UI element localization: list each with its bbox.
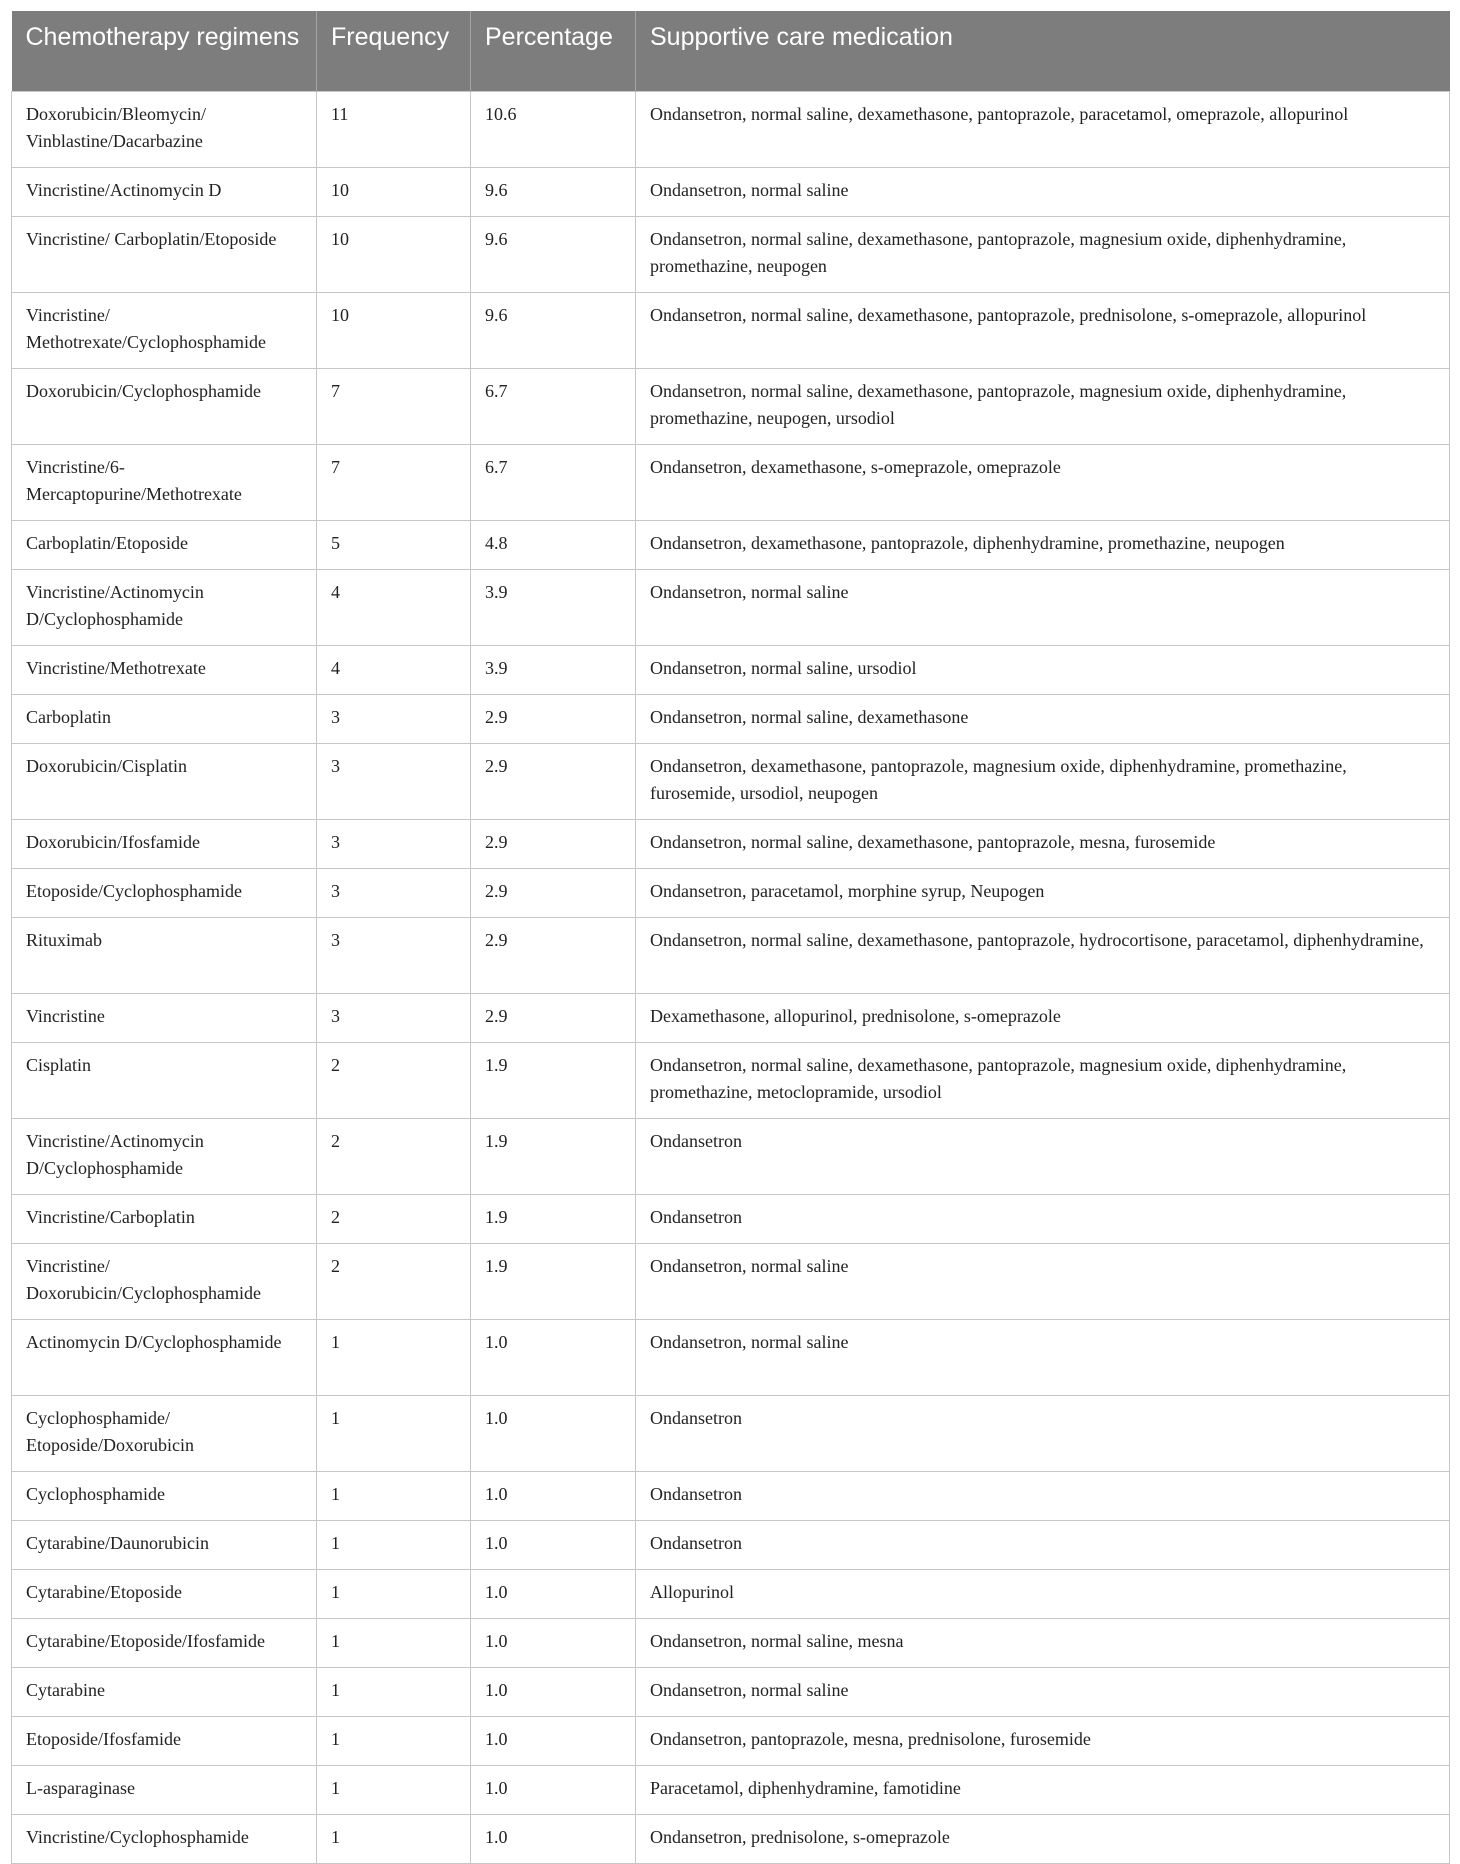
cell-percentage: 6.7 — [471, 369, 636, 445]
cell-regimen: Carboplatin/Etoposide — [12, 521, 317, 570]
cell-medication: Ondansetron, normal saline — [636, 570, 1450, 646]
cell-frequency: 3 — [317, 918, 471, 994]
cell-percentage: 4.8 — [471, 521, 636, 570]
cell-medication: Paracetamol, diphenhydramine, famotidine — [636, 1766, 1450, 1815]
table-row — [12, 1521, 1450, 1570]
cell-percentage: 2.9 — [471, 820, 636, 869]
cell-regimen: Doxorubicin/Ifosfamide — [12, 820, 317, 869]
table-row — [12, 1043, 1450, 1119]
cell-medication: Ondansetron — [636, 1521, 1450, 1570]
cell-percentage: 2.9 — [471, 994, 636, 1043]
cell-regimen: Vincristine — [12, 994, 317, 1043]
cell-medication: Ondansetron, dexamethasone, pantoprazole, diphenhydramine, promethazine, neupogen — [636, 521, 1450, 570]
cell-regimen: Cytarabine — [12, 1668, 317, 1717]
cell-percentage: 2.9 — [471, 695, 636, 744]
table-row — [12, 1244, 1450, 1320]
table-row — [12, 92, 1450, 168]
cell-percentage: 1.0 — [471, 1619, 636, 1668]
cell-medication: Ondansetron — [636, 1195, 1450, 1244]
cell-percentage: 1.9 — [471, 1119, 636, 1195]
cell-percentage: 9.6 — [471, 168, 636, 217]
cell-regimen: Vincristine/ Doxorubicin/Cyclophosphamide — [12, 1244, 317, 1320]
cell-frequency: 1 — [317, 1521, 471, 1570]
table-row — [12, 820, 1450, 869]
cell-percentage: 2.9 — [471, 744, 636, 820]
cell-regimen: Doxorubicin/Bleomycin/ Vinblastine/Dacarbazine — [12, 92, 317, 168]
cell-regimen: Doxorubicin/Cyclophosphamide — [12, 369, 317, 445]
table-row — [12, 695, 1450, 744]
table-row — [12, 646, 1450, 695]
cell-medication: Ondansetron, normal saline, dexamethasone, pantoprazole, prednisolone, s-omeprazole, allopurinol — [636, 293, 1450, 369]
cell-regimen: Vincristine/Cyclophosphamide — [12, 1815, 317, 1864]
cell-frequency: 1 — [317, 1815, 471, 1864]
cell-medication: Ondansetron, normal saline — [636, 1320, 1450, 1396]
cell-medication: Ondansetron, normal saline, ursodiol — [636, 646, 1450, 695]
cell-regimen: Cyclophosphamide/ Etoposide/Doxorubicin — [12, 1396, 317, 1472]
cell-medication: Ondansetron, dexamethasone, s-omeprazole, omeprazole — [636, 445, 1450, 521]
cell-frequency: 3 — [317, 744, 471, 820]
cell-medication: Ondansetron, normal saline, dexamethasone — [636, 695, 1450, 744]
cell-frequency: 5 — [317, 521, 471, 570]
cell-percentage: 1.0 — [471, 1668, 636, 1717]
table-row — [12, 217, 1450, 293]
cell-frequency: 10 — [317, 168, 471, 217]
cell-medication: Ondansetron, pantoprazole, mesna, prednisolone, furosemide — [636, 1717, 1450, 1766]
table-row — [12, 570, 1450, 646]
cell-percentage: 1.0 — [471, 1320, 636, 1396]
cell-frequency: 7 — [317, 369, 471, 445]
cell-regimen: Cisplatin — [12, 1043, 317, 1119]
cell-frequency: 2 — [317, 1195, 471, 1244]
cell-percentage: 1.0 — [471, 1521, 636, 1570]
cell-medication: Ondansetron, normal saline — [636, 1244, 1450, 1320]
cell-medication: Ondansetron, normal saline, dexamethasone, pantoprazole, magnesium oxide, diphenhydramine, promethazine, metoclopramide, ursodiol — [636, 1043, 1450, 1119]
cell-percentage: 1.0 — [471, 1570, 636, 1619]
cell-frequency: 2 — [317, 1119, 471, 1195]
cell-regimen: Vincristine/Methotrexate — [12, 646, 317, 695]
cell-medication: Ondansetron, normal saline — [636, 1668, 1450, 1717]
cell-medication: Ondansetron, normal saline, dexamethasone, pantoprazole, paracetamol, omeprazole, allopurinol — [636, 92, 1450, 168]
cell-medication: Allopurinol — [636, 1570, 1450, 1619]
cell-regimen: Cytarabine/Daunorubicin — [12, 1521, 317, 1570]
cell-frequency: 7 — [317, 445, 471, 521]
cell-frequency: 3 — [317, 820, 471, 869]
cell-medication: Ondansetron, normal saline, dexamethasone, pantoprazole, magnesium oxide, diphenhydramine, promethazine, neupogen, ursodiol — [636, 369, 1450, 445]
cell-medication: Ondansetron, normal saline, dexamethasone, pantoprazole, hydrocortisone, paracetamol, diphenhydramine, — [636, 918, 1450, 994]
chemotherapy-regimens-table — [11, 11, 1450, 1864]
table-header-row — [12, 11, 1450, 92]
cell-regimen: Carboplatin — [12, 695, 317, 744]
table-row — [12, 168, 1450, 217]
cell-percentage: 1.0 — [471, 1717, 636, 1766]
table-row — [12, 521, 1450, 570]
cell-frequency: 1 — [317, 1396, 471, 1472]
cell-medication: Ondansetron — [636, 1472, 1450, 1521]
table-row — [12, 918, 1450, 994]
cell-frequency: 2 — [317, 1244, 471, 1320]
cell-regimen: Rituximab — [12, 918, 317, 994]
cell-medication: Ondansetron — [636, 1119, 1450, 1195]
cell-medication: Ondansetron, dexamethasone, pantoprazole, magnesium oxide, diphenhydramine, promethazine, furosemide, ursodiol, neupogen — [636, 744, 1450, 820]
cell-percentage: 1.9 — [471, 1043, 636, 1119]
cell-regimen: Vincristine/Actinomycin D — [12, 168, 317, 217]
table-row — [12, 369, 1450, 445]
cell-percentage: 1.0 — [471, 1815, 636, 1864]
cell-frequency: 1 — [317, 1570, 471, 1619]
cell-regimen: Etoposide/Ifosfamide — [12, 1717, 317, 1766]
table-row — [12, 1766, 1450, 1815]
cell-frequency: 1 — [317, 1472, 471, 1521]
cell-medication: Ondansetron, paracetamol, morphine syrup, Neupogen — [636, 869, 1450, 918]
header-regimen: Chemotherapy regimens — [12, 11, 317, 92]
cell-regimen: Vincristine/6-Mercaptopurine/Methotrexate — [12, 445, 317, 521]
cell-frequency: 1 — [317, 1717, 471, 1766]
cell-medication: Ondansetron, normal saline — [636, 168, 1450, 217]
table-row — [12, 1320, 1450, 1396]
cell-percentage: 3.9 — [471, 646, 636, 695]
cell-frequency: 2 — [317, 1043, 471, 1119]
cell-percentage: 3.9 — [471, 570, 636, 646]
cell-medication: Ondansetron — [636, 1396, 1450, 1472]
cell-frequency: 10 — [317, 293, 471, 369]
cell-frequency: 1 — [317, 1619, 471, 1668]
table-row — [12, 744, 1450, 820]
cell-regimen: Vincristine/Actinomycin D/Cyclophosphamide — [12, 1119, 317, 1195]
cell-regimen: Vincristine/ Methotrexate/Cyclophosphamide — [12, 293, 317, 369]
cell-percentage: 9.6 — [471, 293, 636, 369]
cell-regimen: Etoposide/Cyclophosphamide — [12, 869, 317, 918]
table-row — [12, 869, 1450, 918]
cell-frequency: 3 — [317, 869, 471, 918]
cell-regimen: Vincristine/Carboplatin — [12, 1195, 317, 1244]
table-row — [12, 994, 1450, 1043]
table-row — [12, 1570, 1450, 1619]
table-row — [12, 1472, 1450, 1521]
cell-frequency: 1 — [317, 1668, 471, 1717]
cell-percentage: 1.0 — [471, 1472, 636, 1521]
cell-medication: Ondansetron, normal saline, dexamethasone, pantoprazole, magnesium oxide, diphenhydramine, promethazine, neupogen — [636, 217, 1450, 293]
table-row — [12, 445, 1450, 521]
cell-percentage: 10.6 — [471, 92, 636, 168]
cell-regimen: Vincristine/Actinomycin D/Cyclophosphamide — [12, 570, 317, 646]
cell-percentage: 1.0 — [471, 1766, 636, 1815]
table-row — [12, 1396, 1450, 1472]
cell-frequency: 3 — [317, 695, 471, 744]
header-medication: Supportive care medication — [636, 11, 1450, 92]
chemotherapy-table-container — [11, 11, 1449, 1864]
cell-regimen: Cytarabine/Etoposide — [12, 1570, 317, 1619]
cell-frequency: 1 — [317, 1320, 471, 1396]
cell-medication: Ondansetron, prednisolone, s-omeprazole — [636, 1815, 1450, 1864]
cell-percentage: 2.9 — [471, 918, 636, 994]
cell-medication: Dexamethasone, allopurinol, prednisolone, s-omeprazole — [636, 994, 1450, 1043]
cell-percentage: 9.6 — [471, 217, 636, 293]
table-row — [12, 1668, 1450, 1717]
cell-regimen: Actinomycin D/Cyclophosphamide — [12, 1320, 317, 1396]
cell-frequency: 10 — [317, 217, 471, 293]
cell-regimen: Doxorubicin/Cisplatin — [12, 744, 317, 820]
cell-medication: Ondansetron, normal saline, dexamethasone, pantoprazole, mesna, furosemide — [636, 820, 1450, 869]
cell-percentage: 1.9 — [471, 1195, 636, 1244]
cell-percentage: 6.7 — [471, 445, 636, 521]
header-frequency: Frequency — [317, 11, 471, 92]
table-row — [12, 1619, 1450, 1668]
cell-frequency: 4 — [317, 570, 471, 646]
cell-medication: Ondansetron, normal saline, mesna — [636, 1619, 1450, 1668]
table-row — [12, 1119, 1450, 1195]
cell-percentage: 2.9 — [471, 869, 636, 918]
table-row — [12, 293, 1450, 369]
header-percentage: Percentage — [471, 11, 636, 92]
table-row — [12, 1815, 1450, 1864]
table-row — [12, 1717, 1450, 1766]
cell-regimen: Vincristine/ Carboplatin/Etoposide — [12, 217, 317, 293]
table-row — [12, 1195, 1450, 1244]
cell-regimen: L-asparaginase — [12, 1766, 317, 1815]
cell-percentage: 1.9 — [471, 1244, 636, 1320]
cell-percentage: 1.0 — [471, 1396, 636, 1472]
cell-frequency: 1 — [317, 1766, 471, 1815]
cell-frequency: 4 — [317, 646, 471, 695]
cell-frequency: 11 — [317, 92, 471, 168]
cell-regimen: Cyclophosphamide — [12, 1472, 317, 1521]
cell-frequency: 3 — [317, 994, 471, 1043]
cell-regimen: Cytarabine/Etoposide/Ifosfamide — [12, 1619, 317, 1668]
